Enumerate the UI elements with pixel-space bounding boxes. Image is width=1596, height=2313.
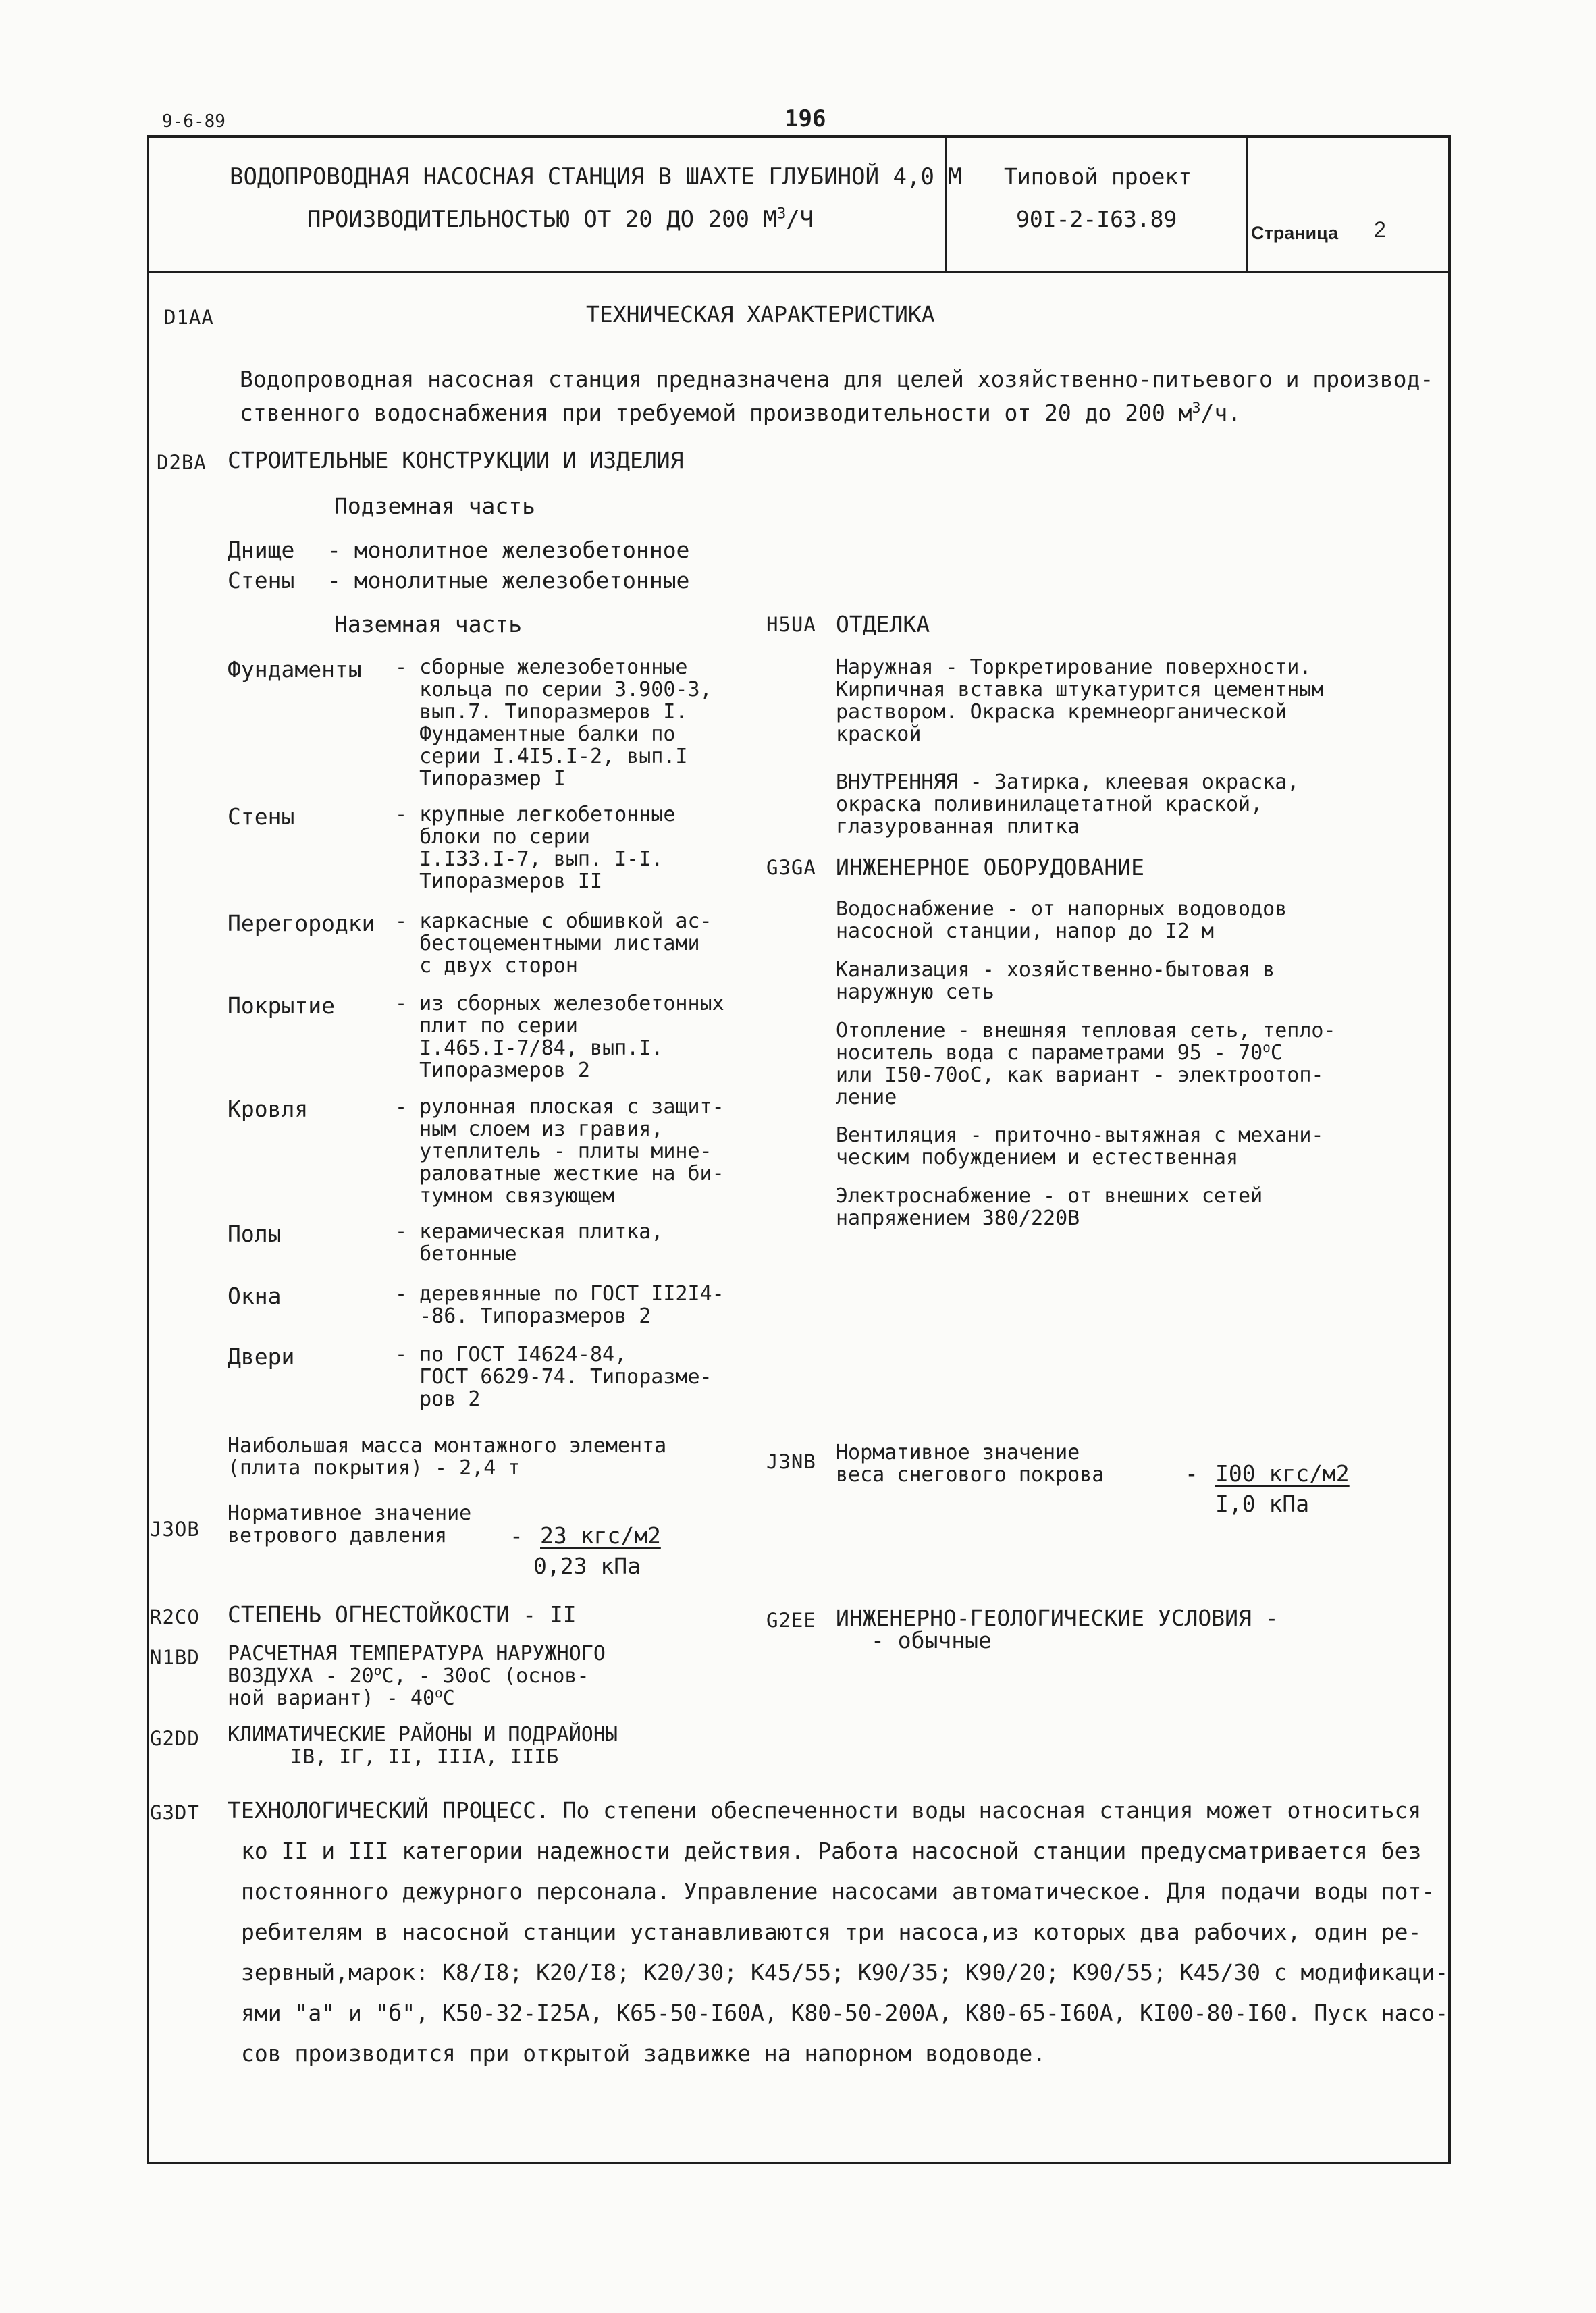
title-block-divider — [147, 271, 1451, 273]
frame-right — [1448, 135, 1451, 2164]
code-d1aa: D1AA — [164, 306, 214, 329]
code-r2co: R2CO — [150, 1605, 200, 1628]
engineering-heading: ИНЖЕНЕРНОЕ ОБОРУДОВАНИЕ — [836, 854, 1144, 880]
electricity: Электроснабжение - от внешних сетей напряжением 380/220В — [836, 1184, 1263, 1230]
title-line-2: ПРОИЗВОДИТЕЛЬНОСТЬЮ ОТ 20 ДО 200 $М^3/Ч$ — [307, 205, 814, 233]
climate-line-1: КЛИМАТИЧЕСКИЕ РАЙОНЫ И ПОДРАЙОНЫ — [228, 1723, 618, 1747]
finishing-heading: ОТДЕЛКА — [836, 611, 930, 637]
underground-term: Стены — [228, 567, 295, 593]
process-line: постоянного дежурного персонала. Управление насосами автоматическое. Для подачи воды пот- — [241, 1878, 1435, 1905]
code-g3dt: G3DT — [150, 1801, 200, 1824]
frame-left — [147, 135, 149, 2164]
item-desc: - крупные легкобетонные блоки по серии I.I33.I-7, вып. I-I. Типоразмеров II — [395, 803, 676, 893]
geology-line-1: ИНЖЕНЕРНО-ГЕОЛОГИЧЕСКИЕ УСЛОВИЯ - — [836, 1605, 1279, 1631]
climate-line-2: IB, IГ, II, IIIА, IIIБ — [290, 1745, 559, 1769]
design-temp-line-2: ВОЗДУХА - $20^оС$, - 30оС (основ- — [228, 1663, 589, 1688]
item-desc: - по ГОСТ I4624-84, ГОСТ 6629-74. Типоразме- ров 2 — [395, 1343, 712, 1411]
title-block-vline-1 — [945, 135, 947, 273]
intro-line-2: ственного водоснабжения при требуемой производительности от 20 до 200 $м^3/ч$. — [240, 400, 1242, 426]
sewerage: Канализация - хозяйственно-бытовая в наружную сеть — [836, 958, 1275, 1004]
snow-load-label: Нормативное значение веса снегового покрова — [836, 1441, 1105, 1487]
code-n1bd: N1BD — [150, 1646, 200, 1669]
underground-desc: - монолитные железобетонные — [327, 567, 690, 593]
sheet-number: 2 — [1374, 217, 1386, 242]
item-term: Стены — [228, 803, 295, 830]
process-line: ребителям в насосной станции устанавливаются три насоса,из которых два рабочих, один ре- — [241, 1919, 1422, 1945]
aboveground-heading: Наземная часть — [334, 611, 523, 637]
title-line-1: ВОДОПРОВОДНАЯ НАСОСНАЯ СТАНЦИЯ В ШАХТЕ ГЛУБИНОЙ 4,0 М — [230, 163, 962, 190]
item-term: Кровля — [228, 1096, 309, 1122]
item-term: Фундаменты — [228, 656, 362, 683]
heating-line-2: носитель вода с параметрами $95 - 70^оС$ — [836, 1040, 1283, 1065]
underground-term: Днище — [228, 537, 295, 563]
wind-load-value-kpa: 0,23 кПа — [533, 1553, 641, 1579]
heating-line-1: Отопление - внешняя тепловая сеть, тепло- — [836, 1019, 1336, 1042]
document-title: ТЕХНИЧЕСКАЯ ХАРАКТЕРИСТИКА — [586, 301, 935, 327]
code-h5ua: H5UA — [766, 613, 816, 636]
frame-bottom — [147, 2162, 1451, 2164]
item-desc: - каркасные с обшивкой ас- бестоцементными листами с двух сторон — [395, 909, 712, 978]
item-term: Двери — [228, 1344, 295, 1370]
item-term: Окна — [228, 1283, 282, 1309]
finishing-interior: ВНУТРЕННЯЯ - Затирка, клеевая окраска, окраска поливинилацетатной краской, глазурованная плитка — [836, 770, 1300, 839]
item-term: Покрытие — [228, 992, 335, 1019]
process-line: ями "а" и "б", К50-32-I25А, К65-50-I60А, К80-50-200А, К80-65-I60А, КI00-80-I60. Пуск насо- — [241, 2000, 1449, 2026]
title-block-vline-2 — [1246, 135, 1248, 273]
wind-load-dash: - — [510, 1522, 523, 1549]
snow-load-value-kpa: I,0 кПа — [1215, 1491, 1310, 1517]
max-mass: Наибольшая масса монтажного элемента (плита покрытия) - 2,4 т — [228, 1434, 667, 1480]
snow-load-value: I00 кгс/м2 — [1215, 1460, 1350, 1487]
code-g2dd: G2DD — [150, 1727, 200, 1750]
code-g3ga: G3GA — [766, 856, 816, 879]
finishing-exterior: Наружная - Торкретирование поверхности. Кирпичная вставка штукатурится цементным раствором. Окраска кремнеорганической краской — [836, 656, 1324, 746]
process-line: сов производится при открытой задвижке на напорном водоводе. — [241, 2040, 1046, 2067]
sheet-label: Страница — [1251, 223, 1339, 243]
item-desc: - рулонная плоская с защит- ным слоем из гравия, утеплитель - плиты мине- раловатные жесткие на би- тумном связующем — [395, 1095, 724, 1208]
snow-load-dash: - — [1185, 1460, 1198, 1487]
page-number: 196 — [784, 105, 826, 132]
code-j3nb: J3NB — [766, 1450, 816, 1473]
wind-load-value: 23 кгс/м2 — [540, 1522, 661, 1549]
code-g2ee: G2EE — [766, 1609, 816, 1632]
item-term: Перегородки — [228, 910, 375, 936]
item-desc: - керамическая плитка, бетонные — [395, 1220, 664, 1266]
underground-heading: Подземная часть — [334, 493, 536, 519]
process-line: зервный,марок: К8/I8; К20/I8; К20/30; К45/55; К90/35; К90/20; К90/55; К45/30 с модификаци- — [241, 1959, 1449, 1986]
process-line: ко II и III категории надежности действия. Работа насосной станции предусматривается без — [241, 1838, 1422, 1864]
code-j3ob: J3OB — [150, 1518, 200, 1541]
code-d2ba: D2BA — [157, 451, 207, 474]
wind-load-label: Нормативное значение ветрового давления — [228, 1501, 472, 1547]
ventilation: Вентиляция - приточно-вытяжная с механи- ческим побуждением и естественная — [836, 1123, 1324, 1169]
design-temp-line-1: РАСЧЕТНАЯ ТЕМПЕРАТУРА НАРУЖНОГО — [228, 1642, 606, 1666]
item-desc: - сборные железобетонные кольца по серии 3.900-3, вып.7. Типоразмеров I. Фундаментные балки по серии I.4I5.I-2, вып.I Типоразмер I — [395, 656, 712, 791]
geology-line-2: - обычные — [871, 1627, 992, 1653]
water-supply: Водоснабжение - от напорных водоводов насосной станции, напор до I2 м — [836, 897, 1287, 943]
heating-line-3: или I50-70оС, как вариант - электроотоп- — [836, 1063, 1324, 1087]
frame-top — [147, 135, 1450, 138]
design-temp-line-3: ной вариант) - $40^оС$ — [228, 1685, 455, 1710]
item-desc: - деревянные по ГОСТ II2I4- -86. Типоразмеров 2 — [395, 1282, 724, 1328]
heating-line-4: ление — [836, 1086, 897, 1109]
project-code: 90I-2-I63.89 — [1016, 206, 1177, 232]
structures-heading: СТРОИТЕЛЬНЫЕ КОНСТРУКЦИИ И ИЗДЕЛИЯ — [228, 447, 684, 473]
fire-resistance: СТЕПЕНЬ ОГНЕСТОЙКОСТИ - II — [228, 1601, 577, 1628]
underground-desc: - монолитное железобетонное — [327, 537, 690, 563]
project-label: Типовой проект — [1004, 163, 1192, 190]
item-desc: - из сборных железобетонных плит по серии I.465.I-7/84, вып.I. Типоразмеров 2 — [395, 992, 724, 1082]
date-stamp: 9-6-89 — [162, 111, 225, 132]
item-term: Полы — [228, 1221, 282, 1247]
intro-line-1: Водопроводная насосная станция предназначена для целей хозяйственно-питьевого и производ- — [240, 366, 1434, 392]
process-line: ТЕХНОЛОГИЧЕСКИЙ ПРОЦЕСС. По степени обеспеченности воды насосная станция может относиться — [228, 1797, 1422, 1824]
